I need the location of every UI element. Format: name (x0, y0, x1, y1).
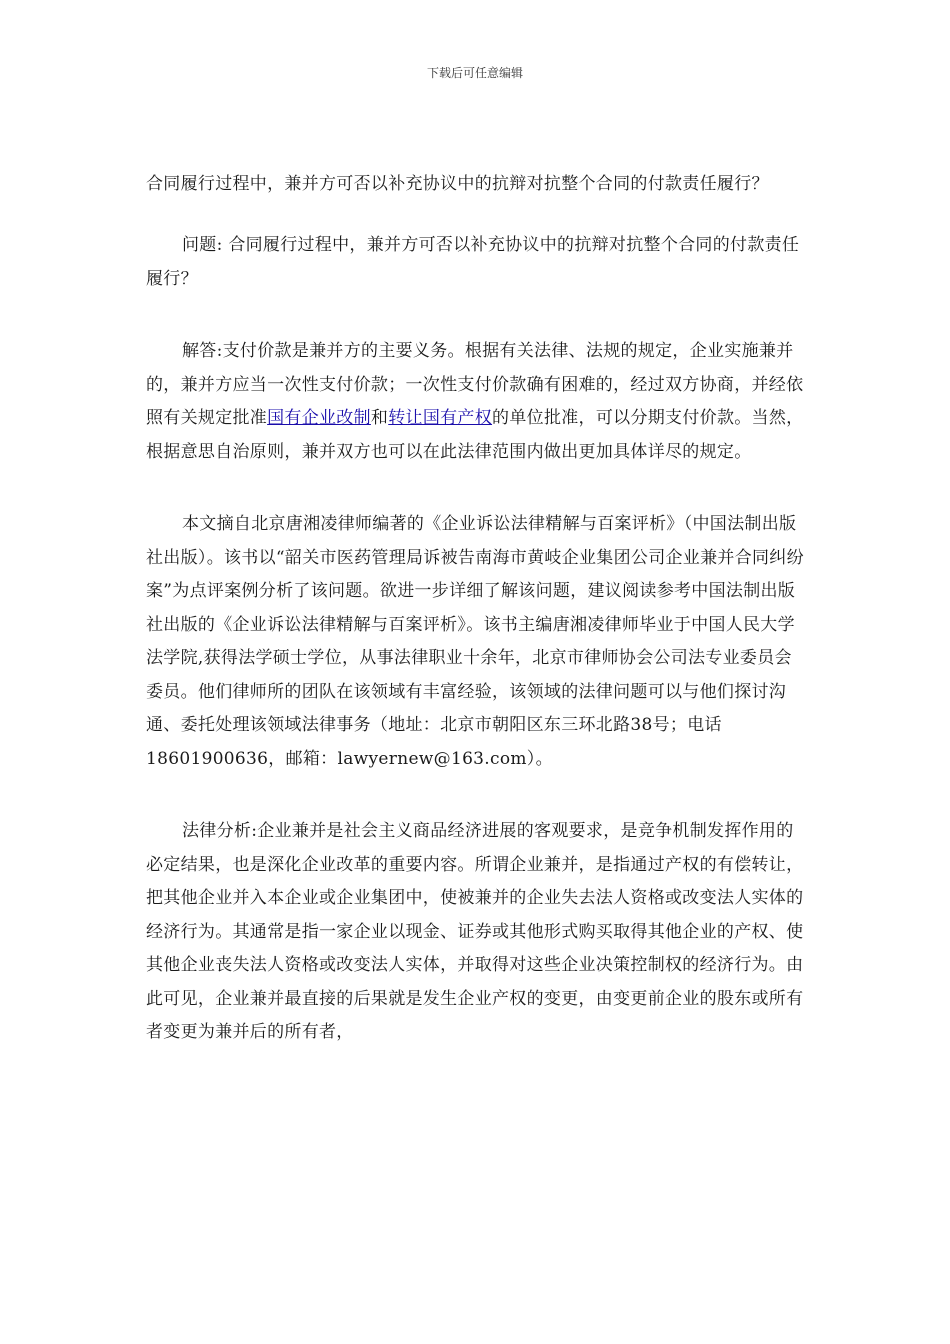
answer-text-between: 和 (370, 408, 389, 428)
document-title: 合同履行过程中，兼并方可否以补充协议中的抗辩对抗整个合同的付款责任履行？ (146, 174, 769, 194)
answer-text-after: 的单位批准，可以分期支付价款。当然，根据意思自治原则，兼并双方也可以在此法律范围内做出更加具体详尽的规定。 (146, 408, 804, 462)
link-state-enterprise-reform[interactable]: 国有企业改制 (267, 408, 371, 428)
question-paragraph: 问题: 合同履行过程中，兼并方可否以补充协议中的抗辩对抗整个合同的付款责任履行？ (146, 235, 800, 289)
link-transfer-state-property[interactable]: 转让国有产权 (388, 408, 493, 428)
answer-text-before: 解答:支付价款是兼并方的主要义务。根据有关法律、法规的规定，企业实施兼并的，兼并方应当一次性支付价款；一次性支付价款确有困难的，经过双方协商，并经依照有关规定批准 (146, 341, 804, 428)
document-body (146, 172, 808, 1050)
answer-paragraph (146, 335, 808, 469)
header-note: 下载后可任意编辑 (426, 66, 523, 80)
book-source-paragraph: 本文摘自北京唐湘凌律师编著的《企业诉讼法律精解与百案评析》（中国法制出版社出版）。该书以“韶关市医药管理局诉被告南海市黄岐企业集团公司企业兼并合同纠纷案”为点评案例分析了该问题。欲进一步详细了解该问题，建议阅读参考中国法制出版社出版的《企业诉讼法律精解与百案评析》。该书主编唐湘凌律师毕业于中国人民大学法学院,获得法学硕士学位，从事法律职业十余年，北京市律师协会公司法专业委员会委员。他们律师所的团队在该领域有丰富经验，该领域的法律问题可以与他们探讨沟通、委托处理该领域法律事务（地址：北京市朝阳区东三环北路38号；电话18601900636，邮箱：lawyernew@163.com）。 (146, 514, 804, 769)
legal-analysis-paragraph: 法律分析:企业兼并是社会主义商品经济进展的客观要求，是竞争机制发挥作用的必定结果，也是深化企业改革的重要内容。所谓企业兼并，是指通过产权的有偿转让，把其他企业并入本企业或企业集团中，使被兼并的企业失去法人资格或改变法人实体的经济行为。其通常是指一家企业以现金、证券或其他形式购买取得其他企业的产权、使其他企业丧失法人资格或改变法人实体，并取得对这些企业决策控制权的经济行为。由此可见，企业兼并最直接的后果就是发生企业产权的变更，由变更前企业的股东或所有者变更为兼并后的所有者， (146, 821, 804, 1042)
